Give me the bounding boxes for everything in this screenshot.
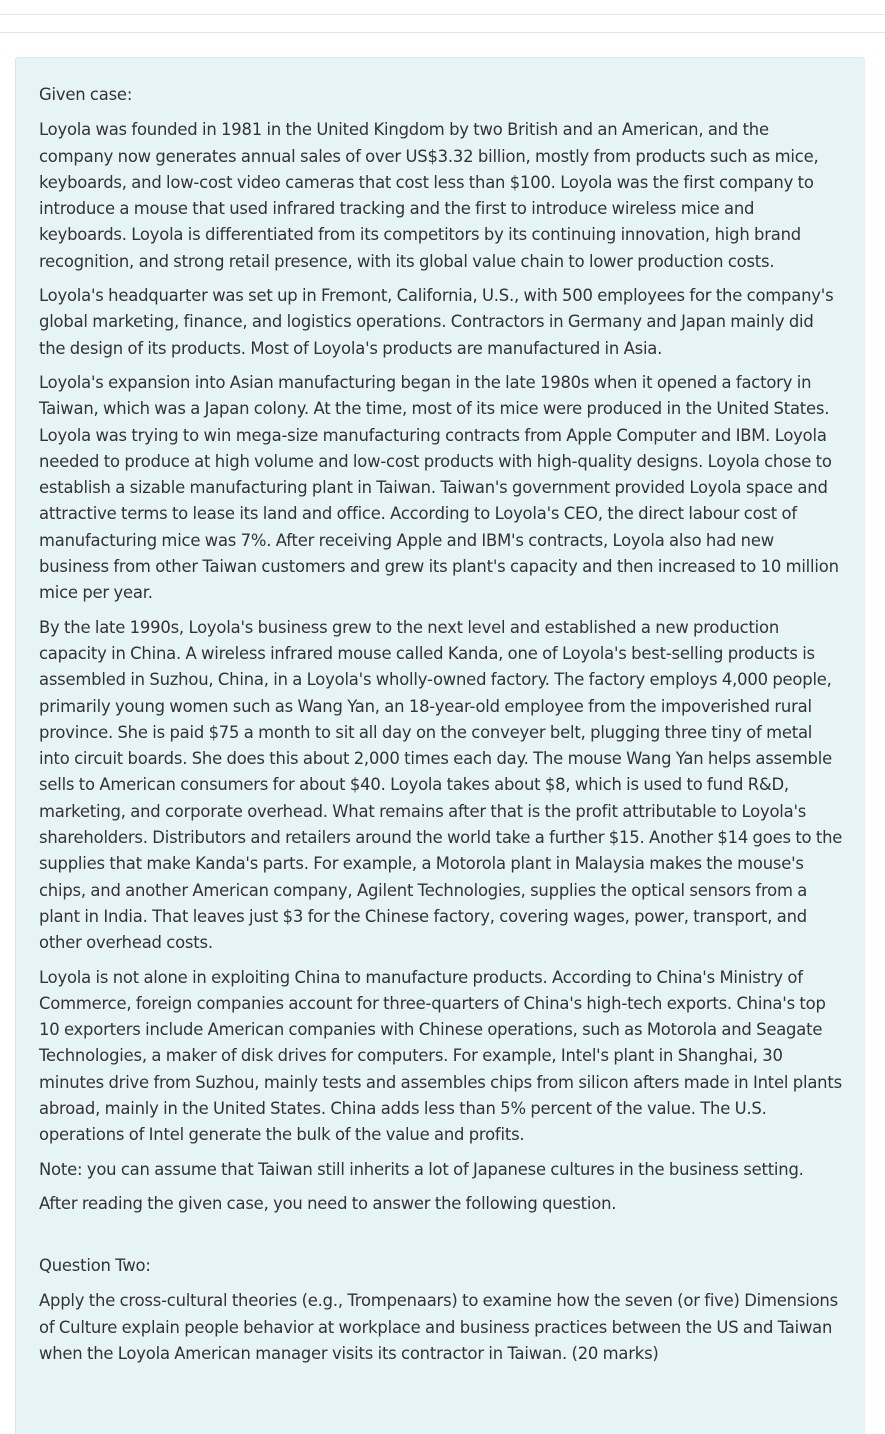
- case-note: Note: you can assume that Taiwan still inherits a lot of Japanese cultures in the business setting.: [39, 1159, 804, 1179]
- header-divider: [0, 32, 885, 33]
- case-paragraph-headquarter: Loyola's headquarter was set up in Fremont, California, U.S., with 500 employees for the company's global marketing, finance, and logistics operations. Contractors in Germany and Japan mainly did the design of its products. Most of Loyola's products are manufactured in Asia.: [39, 286, 834, 358]
- case-heading: Given case:: [39, 85, 133, 104]
- case-paragraph-exports: Loyola is not alone in exploiting China to manufacture products. According to China's Ministry of Commerce, foreign companies account for three-quarters of China's high-tech exports. China's top 10 exporters include American companies with Chinese operations, such as Motorola and Seagate Technologies, a maker of disk drives for computers. For example, Intel's plant in Shanghai, 30 minutes drive from Suzhou, mainly tests and assembles chips from silicon afters made in Intel plants abroad, mainly in the United States. China adds less than 5% percent of the value. The U.S. operations of Intel generate the bulk of the value and profits.: [39, 967, 842, 1145]
- case-paragraph-founding: Loyola was founded in 1981 in the United Kingdom by two British and an American, and the company now generates annual sales of over US$3.32 billion, mostly from products such as mice, keyboards, and low-cost video cameras that cost less than $100. Loyola was the first company to introduce a mouse that used infrared tracking and the first to introduce wireless mice and keyboards. Loyola is differentiated from its competitors by its continuing innovation, high brand recognition, and strong retail presence, with its global value chain to lower production costs.: [39, 120, 819, 271]
- top-divider: [0, 14, 885, 15]
- question-text: Apply the cross-cultural theories (e.g., Trompenaars) to examine how the seven (or five) Dimensions of Culture explain people behavior at workplace and business practices between the US and Taiwan when the Loyola American manager visits its contractor in Taiwan. (20 marks): [39, 1291, 838, 1364]
- case-paragraph-china: By the late 1990s, Loyola's business grew to the next level and established a new production capacity in China. A wireless infrared mouse called Kanda, one of Loyola's best-selling products is assembled in Suzhou, China, in a Loyola's wholly-owned factory. The factory employs 4,000 people, primarily young women such as Wang Yan, an 18-year-old employee from the impoverished rural province. She is paid $75 a month to sit all day on the conveyer belt, plugging three tiny of metal into circuit boards. She does this about 2,000 times each day. The mouse Wang Yan helps assemble sells to American consumers for about $40. Loyola takes about $8, which is used to fund R&D, marketing, and corporate overhead. What remains after that is the profit attributable to Loyola's shareholders. Distributors and retailers around the world take a further $15. Another $14 goes to the supplies that make Kanda's parts. For example, a Motorola plant in Malaysia makes the mouse's chips, and another American company, Agilent Technologies, supplies the optical sensors from a plant in India. That leaves just $3 for the Chinese factory, covering wages, power, transport, and other overhead costs.: [39, 617, 843, 953]
- case-instruction: After reading the given case, you need to answer the following question.: [39, 1193, 617, 1213]
- question-heading: Question Two:: [39, 1256, 151, 1276]
- question-card: [15, 57, 865, 1434]
- case-paragraph-taiwan: Loyola's expansion into Asian manufacturing began in the late 1980s when it opened a factory in Taiwan, which was a Japan colony. At the time, most of its mice were produced in the United States. Loyola was trying to win mega-size manufacturing contracts from Apple Computer and IBM. Loyola needed to produce at high volume and low-cost products with high-quality designs. Loyola chose to establish a sizable manufacturing plant in Taiwan. Taiwan's government provided Loyola space and attractive terms to lease its land and office. According to Loyola's CEO, the direct labour cost of manufacturing mice was 7%. After receiving Apple and IBM's contracts, Loyola also had new business from other Taiwan customers and grew its plant's capacity and then increased to 10 million mice per year.: [39, 372, 839, 603]
